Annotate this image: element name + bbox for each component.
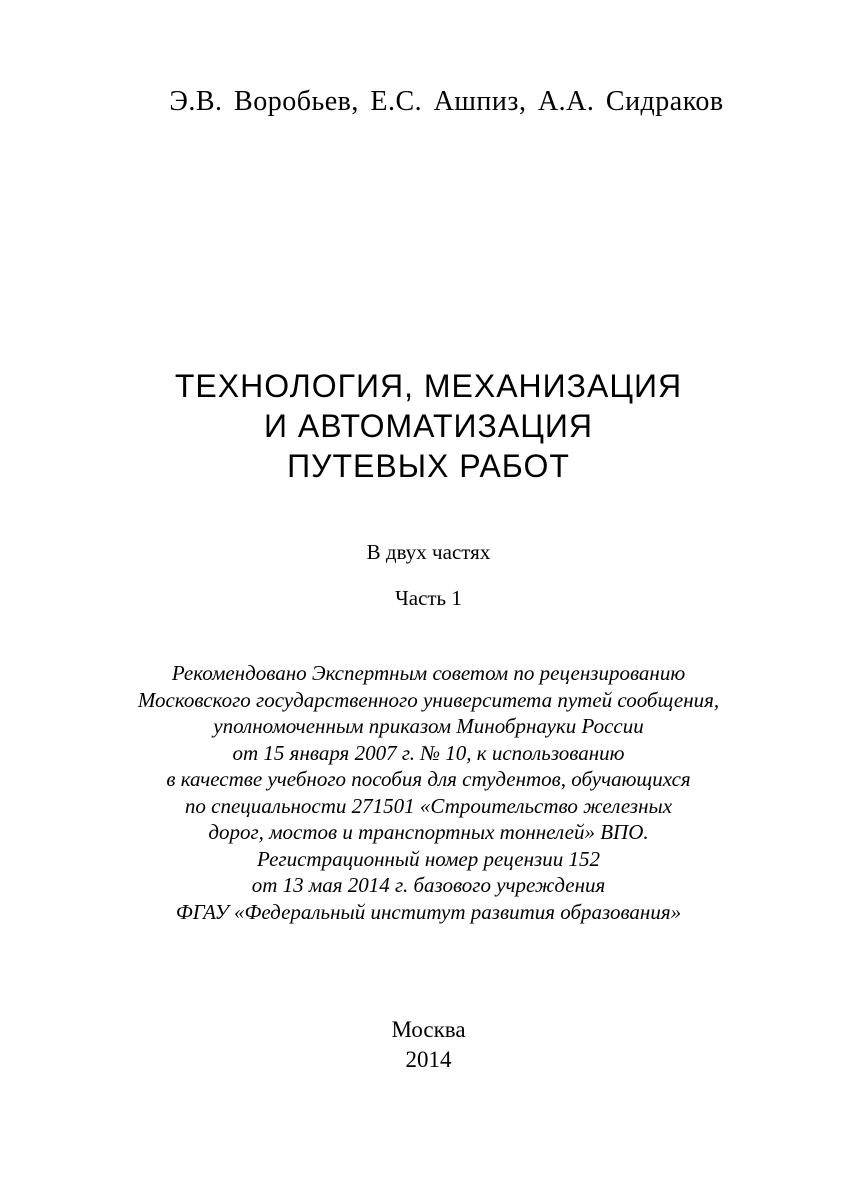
- recommendation-line: Московского государственного университета путей сообщения,: [137, 687, 720, 712]
- recommendation-line: в качестве учебного пособия для студентов, обучающихся: [166, 767, 691, 791]
- recommendation-line: дорог, мостов и транспортных тоннелей» ВПО.: [208, 820, 649, 844]
- book-title-line: ТЕХНОЛОГИЯ, МЕХАНИЗАЦИЯ: [174, 368, 683, 404]
- book-title-line: И АВТОМАТИЗАЦИЯ: [264, 408, 593, 444]
- recommendation-line: уполномоченным приказом Минобрнауки России: [213, 714, 644, 738]
- recommendation-line: от 13 мая 2014 г. базового учреждения: [251, 873, 606, 897]
- book-title-line: ПУТЕВЫХ РАБОТ: [287, 448, 570, 484]
- book-title: [0, 366, 857, 486]
- part-label: Часть 1: [395, 586, 462, 610]
- imprint-year: 2014: [405, 1047, 452, 1072]
- recommendation-line: по специальности 271501 «Строительство железных: [184, 793, 673, 818]
- recommendation-line: Рекомендовано Экспертным советом по рецензированию: [171, 661, 686, 685]
- recommendation-line: от 15 января 2007 г. № 10, к использованию: [232, 740, 625, 765]
- recommendation-line: Регистрационный номер рецензии 152: [257, 846, 600, 871]
- recommendation-line: ФГАУ «Федеральный институт развития образования»: [175, 899, 682, 924]
- authors: Э.В. Воробьев, Е.С. Ашпиз, А.А. Сидраков: [169, 86, 724, 117]
- imprint-city: Москва: [391, 1017, 466, 1042]
- recommendation-block: [0, 660, 857, 925]
- parts-note: В двух частях: [366, 540, 491, 564]
